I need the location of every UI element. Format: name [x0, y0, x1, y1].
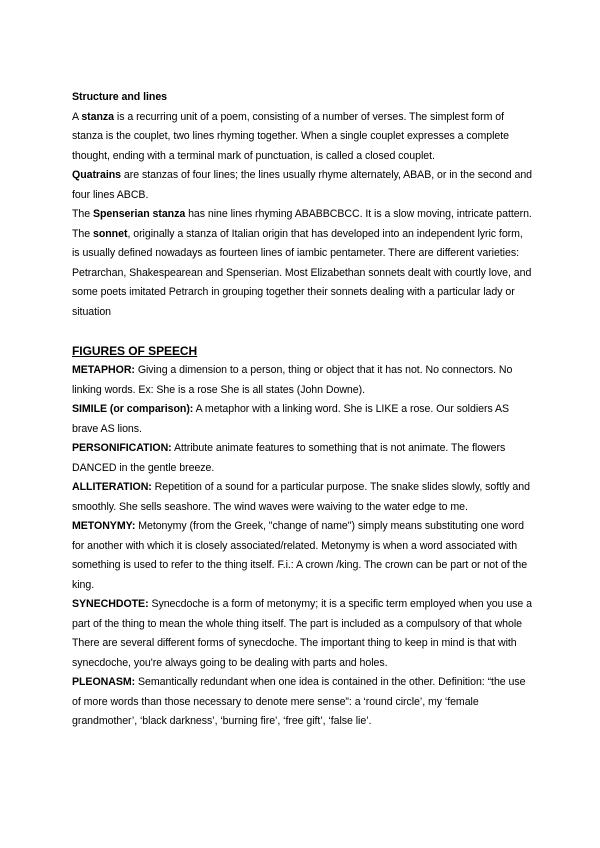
term-metonymy: METONYMY: — [72, 520, 136, 532]
term-pleonasm: PLEONASM: — [72, 676, 136, 688]
text: , originally a stanza of Italian origin that has developed into an independent lyric form, is usually defined nowadays as fourteen lines of iambic pentameter. There are different varieties: Petrarchan, Shakespearean and Spenserian. Most Elizabethan sonnets dealt with courtly love, and some poets imitated Petrarch in grouping together their sonnets dealing with a particular lady or situation — [72, 227, 532, 318]
text: The — [72, 208, 93, 220]
definition: Attribute animate features to something that is not animate. The flowers DANCED in the gentle breeze. — [72, 442, 506, 474]
definition: Semantically redundant when one idea is contained in the other. Definition: “the use of more words than those necessary to denote mere sense”: a ‘round circle’, my ‘female grandmother’, ‘black darkness’, ‘burning fire’, ‘free gift’, ‘false lie’. — [72, 676, 526, 727]
definition: Synecdoche is a form of metonymy; it is a specific term employed when you use a part of the thing to mean the whole thing itself. The part is included as a compulsory of that whole There are several different forms of synecdoche. The important thing to keep in mind is that with synecdoche, you're always going to be dealing with parts and holes. — [72, 598, 532, 669]
figure-item-alliteration — [72, 478, 532, 517]
term-quatrains: Quatrains — [72, 169, 122, 181]
text: are stanzas of four lines; the lines usually rhyme alternately, ABAB, or in the second and four lines ABCB. — [72, 169, 533, 201]
section-heading-structure: Structure and lines — [72, 91, 168, 103]
term-spenserian-stanza: Spenserian stanza — [93, 208, 186, 220]
text: is a recurring unit of a poem, consisting of a number of verses. The simplest form of stanza is the couplet, two lines rhyming together. When a single couplet expresses a complete thought, ending with a terminal mark of punctuation, is called a closed couplet. — [72, 110, 509, 162]
term-stanza: stanza — [81, 110, 114, 123]
definition: Metonymy (from the Greek, "change of name") simply means substituting one word for another with which it is closely associated/related. Metonymy is when a word associated with something is used to refer to the thing itself. F.i.: A crown /king. The crown can be part or not of the king. — [72, 520, 528, 591]
paragraph-quatrains — [72, 166, 532, 205]
definition: A metaphor with a linking word. She is LIKE a rose. Our soldiers AS brave AS lions. — [72, 403, 510, 435]
figure-item-personification — [72, 439, 532, 478]
section-heading-figures: FIGURES OF SPEECH — [72, 343, 198, 358]
section-spacer — [72, 322, 532, 342]
term-simile: SIMILE (or comparison): — [72, 403, 194, 415]
figure-item-synecdoche — [72, 595, 532, 673]
term-synecdoche: SYNECHDOTE: — [72, 598, 149, 610]
figure-item-metonymy — [72, 517, 532, 595]
term-alliteration: ALLITERATION: — [72, 481, 152, 493]
paragraph-spenserian — [72, 205, 532, 225]
text: The — [72, 227, 93, 240]
text: A — [72, 110, 82, 123]
figure-item-simile — [72, 400, 532, 439]
term-personification: PERSONIFICATION: — [72, 442, 172, 454]
paragraph-stanza — [72, 108, 532, 167]
text: has nine lines rhyming ABABBCBCC. It is a slow moving, intricate pattern. — [185, 208, 532, 220]
definition: Giving a dimension to a person, thing or object that it has not. No connectors. No linking words. Ex: She is a rose She is all states (John Downe). — [72, 364, 513, 396]
term-metaphor: METAPHOR: — [72, 364, 135, 376]
document-page — [72, 88, 532, 732]
definition: Repetition of a sound for a particular purpose. The snake slides slowly, softly and smoothly. She sells seashore. The wind waves were waiving to the water edge to me. — [72, 481, 530, 513]
paragraph-sonnet — [72, 225, 532, 323]
term-sonnet: sonnet — [93, 227, 128, 240]
figure-item-metaphor — [72, 361, 532, 400]
figure-item-pleonasm — [72, 673, 532, 732]
